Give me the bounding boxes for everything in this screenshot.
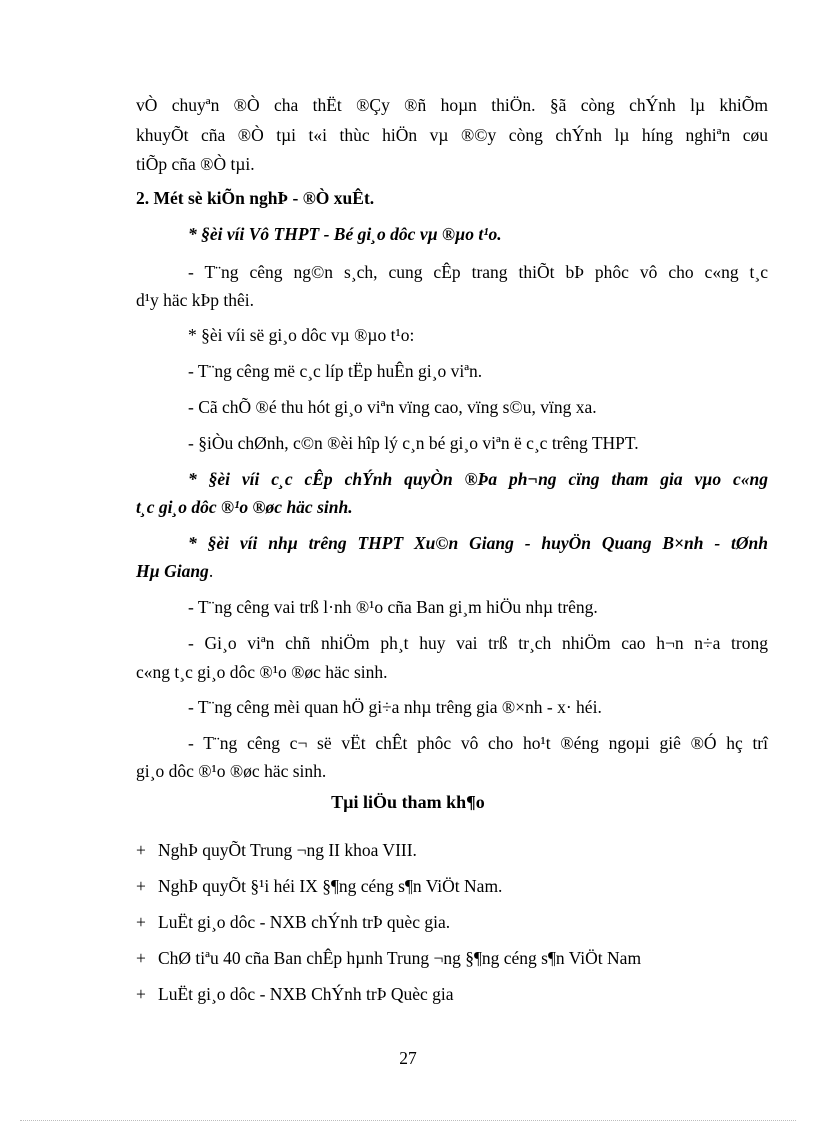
reference-text: LuËt gi¸o dôc - NXB ChÝnh trÞ Quèc gia: [158, 984, 454, 1004]
reference-bullet: +: [136, 876, 146, 896]
list-item: - §iÒu chØnh, c©n ®èi hîp lý c¸n bé gi¸o viªn ë c¸c trêng THPT.: [188, 433, 639, 453]
reference-bullet: +: [136, 840, 146, 860]
reference-bullet: +: [136, 912, 146, 932]
reference-text: LuËt gi¸o dôc - NXB chÝnh trÞ quèc gia.: [158, 912, 451, 932]
list-item: - Gi¸o viªn chñ nhiÖm ph¸t huy vai trß tr¸ch nhiÖm cao h¬n n÷a trong: [188, 633, 768, 653]
subheading: * §èi víi c¸c cÊp chÝnh quyÒn ®Þa ph¬ng cïng tham gia vµo c«ng: [188, 469, 768, 489]
reference-text: NghÞ quyÕt Trung ¬ng II khoa VIII.: [158, 840, 417, 860]
subheading: * §èi víi Vô THPT - Bé gi¸o dôc vµ ®µo t¹o.: [188, 224, 502, 244]
list-item: - T¨ng cêng mèi quan hÖ gi÷a nhµ trêng gia ®×nh - x· héi.: [188, 697, 602, 717]
reference-text: ChØ tiªu 40 cña Ban chÊp hµnh Trung ¬ng §¶ng céng s¶n ViÖt Nam: [158, 948, 642, 968]
list-item: - Cã chÕ ®é thu hót gi¸o viªn vïng cao, vïng s©u, vïng xa.: [188, 397, 597, 417]
list-item: - T¨ng cêng më c¸c líp tËp huÊn gi¸o viªn.: [188, 361, 483, 381]
list-item: - T¨ng cêng vai trß l·nh ®¹o cña Ban gi¸m hiÖu nhµ trêng.: [188, 597, 598, 617]
list-item: - T¨ng cêng c¬ së vËt chÊt phôc vô cho ho¹t ®éng ngoµi giê ®Ó hç trî: [188, 733, 768, 753]
list-item-continuation: c«ng t¸c gi¸o dôc ®¹o ®øc häc sinh.: [136, 662, 388, 682]
reference-bullet: +: [136, 984, 146, 1004]
list-item-continuation: gi¸o dôc ®¹o ®øc häc sinh.: [136, 761, 327, 781]
subheading-continuation: t¸c gi¸o dôc ®¹o ®øc häc sinh.: [136, 497, 353, 517]
page-bottom-divider: [20, 1120, 796, 1121]
paragraph-line: tiÕp cña ®Ò tµi.: [136, 154, 255, 174]
page-number: 27: [399, 1048, 417, 1068]
subheading-continuation: [136, 559, 213, 583]
subheading: * §èi víi nhµ trêng THPT Xu©n Giang - huyÖn Quang B×nh - tØnh: [188, 533, 768, 553]
paragraph-line: vÒ chuyªn ®Ò cha thËt ®Çy ®ñ hoµn thiÖn. §ã còng chÝnh lµ khiÕm: [136, 95, 768, 115]
reference-text: NghÞ quyÕt §¹i héi IX §¶ng céng s¶n ViÖt Nam.: [158, 876, 503, 896]
section-heading: 2. Mét sè kiÕn nghÞ - ®Ò xuÊt.: [136, 188, 375, 208]
paragraph-line: khuyÕt cña ®Ò tµi t«i thùc hiÖn vµ ®©y còng chÝnh lµ híng nghiªn cøu: [136, 125, 768, 145]
list-item: - T¨ng cêng ng©n s¸ch, cung cÊp trang thiÕt bÞ phôc vô cho c«ng t¸c: [188, 262, 768, 282]
subheading-period: .: [208, 561, 214, 581]
list-item-continuation: d¹y häc kÞp thêi.: [136, 290, 255, 310]
subheading: * §èi víi së gi¸o dôc vµ ®µo t¹o:: [188, 325, 415, 345]
reference-bullet: +: [136, 948, 146, 968]
subheading-text: Hµ Giang: [136, 561, 209, 581]
references-title: Tµi liÖu tham kh¶o: [331, 792, 485, 812]
